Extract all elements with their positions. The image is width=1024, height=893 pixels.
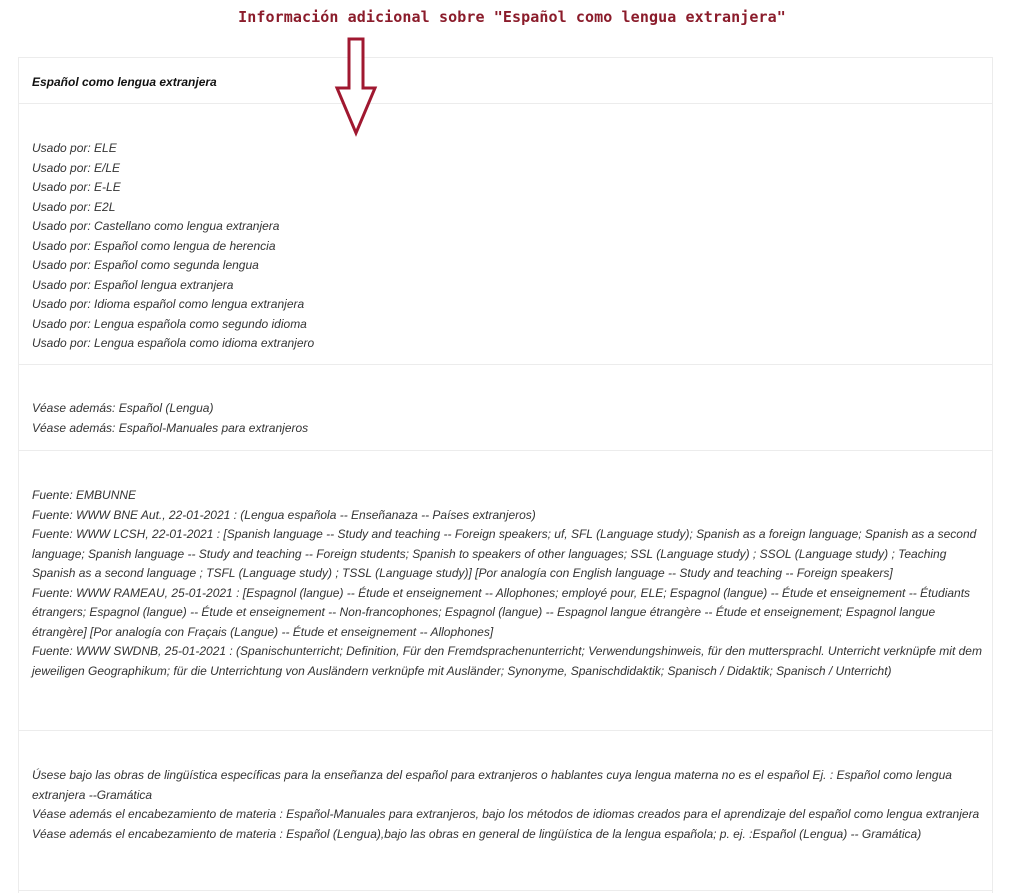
source-item: Fuente: WWW SWDNB, 25-01-2021 : (Spanischunterricht; Definition, Für den Fremdsprachenunterricht; Verwendungshinweis, für den muttersprachl. Unterricht verknüpfe mit dem jeweiligen Geographikum; für die Unterrichtung von Ausländern verknüpfe mit Ausländer; Synonyme, Spanischdidaktik; Spanisch / Didaktik; Spanisch / Unterricht): [32, 644, 986, 678]
used-for-section: [19, 104, 992, 365]
record-card: [18, 57, 993, 893]
used-for-item: Usado por: ELE: [32, 141, 117, 155]
used-for-item: Usado por: Español como lengua de herencia: [32, 238, 276, 253]
source-item: Fuente: WWW RAMEAU, 25-01-2021 : [Espagnol (langue) -- Étude et enseignement -- Allophones; employé pour, ELE; Espagnol (langue) -- Étude et enseignement -- Étudiants étrangers; Espagnol (langue) -- Étude et enseignement -- Non-francophones; Espagnol (langue) -- Espagnol langue étrangère -- Étude et enseignement; Espagnol langue étrangère] [Por analogía con Fraçais (Langue) -- Étude et enseignement -- Allophones]: [32, 585, 974, 639]
used-for-item: Usado por: E/LE: [32, 160, 121, 175]
used-for-item: Usado por: Castellano como lengua extranjera: [32, 219, 280, 233]
used-for-item: Usado por: E-LE: [32, 180, 121, 194]
see-also-item: Véase además: Español (Lengua): [32, 401, 214, 415]
used-for-item: Usado por: Español lengua extranjera: [32, 277, 234, 292]
arrow-down-outline-icon: [334, 37, 378, 137]
usage-notes-section: [19, 731, 992, 891]
usage-note: Úsese bajo las obras de lingüística específicas para la enseñanza del español para extranjeros o hablantes cuya lengua materna no es el español Ej. : Español como lengua extranjera --Gramática: [32, 768, 956, 802]
usage-note: Véase además el encabezamiento de materia : Español (Lengua),bajo las obras en general de lingüística de la lengua española; p. ej. :Español (Lengua) -- Gramática): [32, 826, 922, 841]
see-also-item: Véase además: Español-Manuales para extranjeros: [32, 420, 309, 435]
usage-note: Véase además el encabezamiento de materia : Español-Manuales para extranjeros, bajo los métodos de idiomas creados para el aprendizaje del español como lengua extranjera: [32, 807, 980, 821]
source-item: Fuente: WWW BNE Aut., 22-01-2021 : (Lengua española -- Enseñanaza -- Países extranjeros): [32, 507, 536, 522]
record-title: Español como lengua extranjera: [19, 58, 992, 104]
used-for-item: Usado por: Lengua española como segundo idioma: [32, 316, 307, 331]
used-for-item: Usado por: Idioma español como lengua extranjera: [32, 297, 305, 311]
used-for-item: Usado por: E2L: [32, 199, 116, 214]
source-item: Fuente: WWW LCSH, 22-01-2021 : [Spanish language -- Study and teaching -- Foreign speakers; uf, SFL (Language study); Spanish as a foreign language; Spanish as a second language; Spanish language -- Study and teaching -- Foreign students; Spanish to speakers of other languages; SSL (Language study) ; SSOL (Language study) ; Teaching Spanish as a second language ; TSFL (Language study) ; TSSL (Language study)] [Por analogía con English language -- Study and teaching -- Foreign speakers]: [32, 527, 980, 580]
used-for-item: Usado por: Lengua española como idioma extranjero: [32, 336, 315, 350]
used-for-item: Usado por: Español como segunda lengua: [32, 258, 259, 272]
page-heading: Información adicional sobre "Español como lengua extranjera": [238, 8, 786, 26]
sources-section: [19, 451, 992, 731]
source-item: Fuente: EMBUNNE: [32, 488, 137, 502]
see-also-section: [19, 365, 992, 451]
